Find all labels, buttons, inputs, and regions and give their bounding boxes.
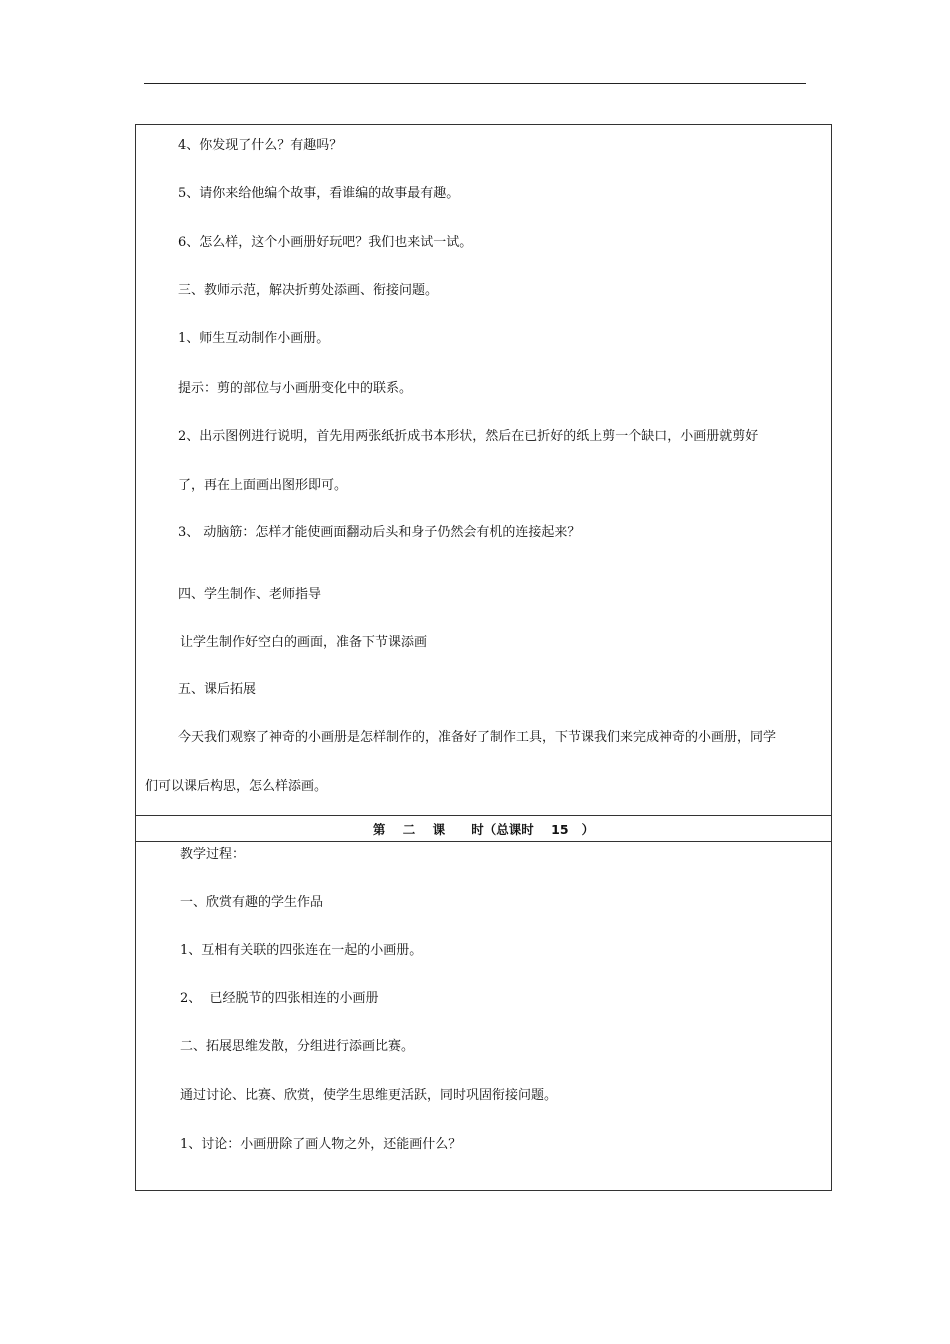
text-line: 通过讨论、比赛、欣赏，使学生思维更活跃，同时巩固衔接问题。 bbox=[180, 1088, 558, 1103]
text-line: 一、欣赏有趣的学生作品 bbox=[180, 895, 324, 910]
text-line: 1、师生互动制作小画册。 bbox=[178, 331, 330, 346]
text-line: 四、学生制作、老师指导 bbox=[178, 587, 322, 602]
header-rule bbox=[144, 83, 806, 84]
text-line: 4、你发现了什么？有趣吗？ bbox=[178, 138, 343, 153]
text-line: 们可以课后构思，怎么样添画。 bbox=[145, 779, 328, 794]
text-line: 三、教师示范，解决折剪处添画、衔接问题。 bbox=[178, 283, 439, 298]
text-line: 提示：剪的部位与小画册变化中的联系。 bbox=[178, 381, 413, 396]
text-line: 1、互相有关联的四张连在一起的小画册。 bbox=[180, 943, 423, 958]
text-line: 3、 动脑筋：怎样才能使画面翻动后头和身子仍然会有机的连接起来？ bbox=[178, 525, 581, 540]
lesson-period-heading: 第 二 课 时（总课时 15 ） bbox=[372, 822, 595, 837]
text-line: 6、怎么样，这个小画册好玩吧？我们也来试一试。 bbox=[178, 235, 473, 250]
text-line: 今天我们观察了神奇的小画册是怎样制作的，准备好了制作工具，下节课我们来完成神奇的小画册，同学 bbox=[178, 730, 777, 745]
text-line: 2、 已经脱节的四张相连的小画册 bbox=[180, 991, 379, 1006]
text-line: 5、请你来给他编个故事，看谁编的故事最有趣。 bbox=[178, 186, 460, 201]
text-line: 教学过程： bbox=[180, 847, 246, 862]
text-line: 了，再在上面画出图形即可。 bbox=[178, 478, 348, 493]
text-line: 1、讨论：小画册除了画人物之外，还能画什么？ bbox=[180, 1137, 462, 1152]
text-line: 让学生制作好空白的画面，准备下节课添画 bbox=[180, 635, 428, 650]
lesson-plan-table bbox=[135, 124, 832, 1191]
text-line: 五、课后拓展 bbox=[178, 682, 257, 697]
text-line: 2、出示图例进行说明，首先用两张纸折成书本形状，然后在已折好的纸上剪一个缺口，小画册就剪好 bbox=[178, 429, 759, 444]
text-line: 二、拓展思维发散，分组进行添画比赛。 bbox=[180, 1039, 415, 1054]
row-divider bbox=[136, 841, 831, 842]
row-divider bbox=[136, 815, 831, 816]
